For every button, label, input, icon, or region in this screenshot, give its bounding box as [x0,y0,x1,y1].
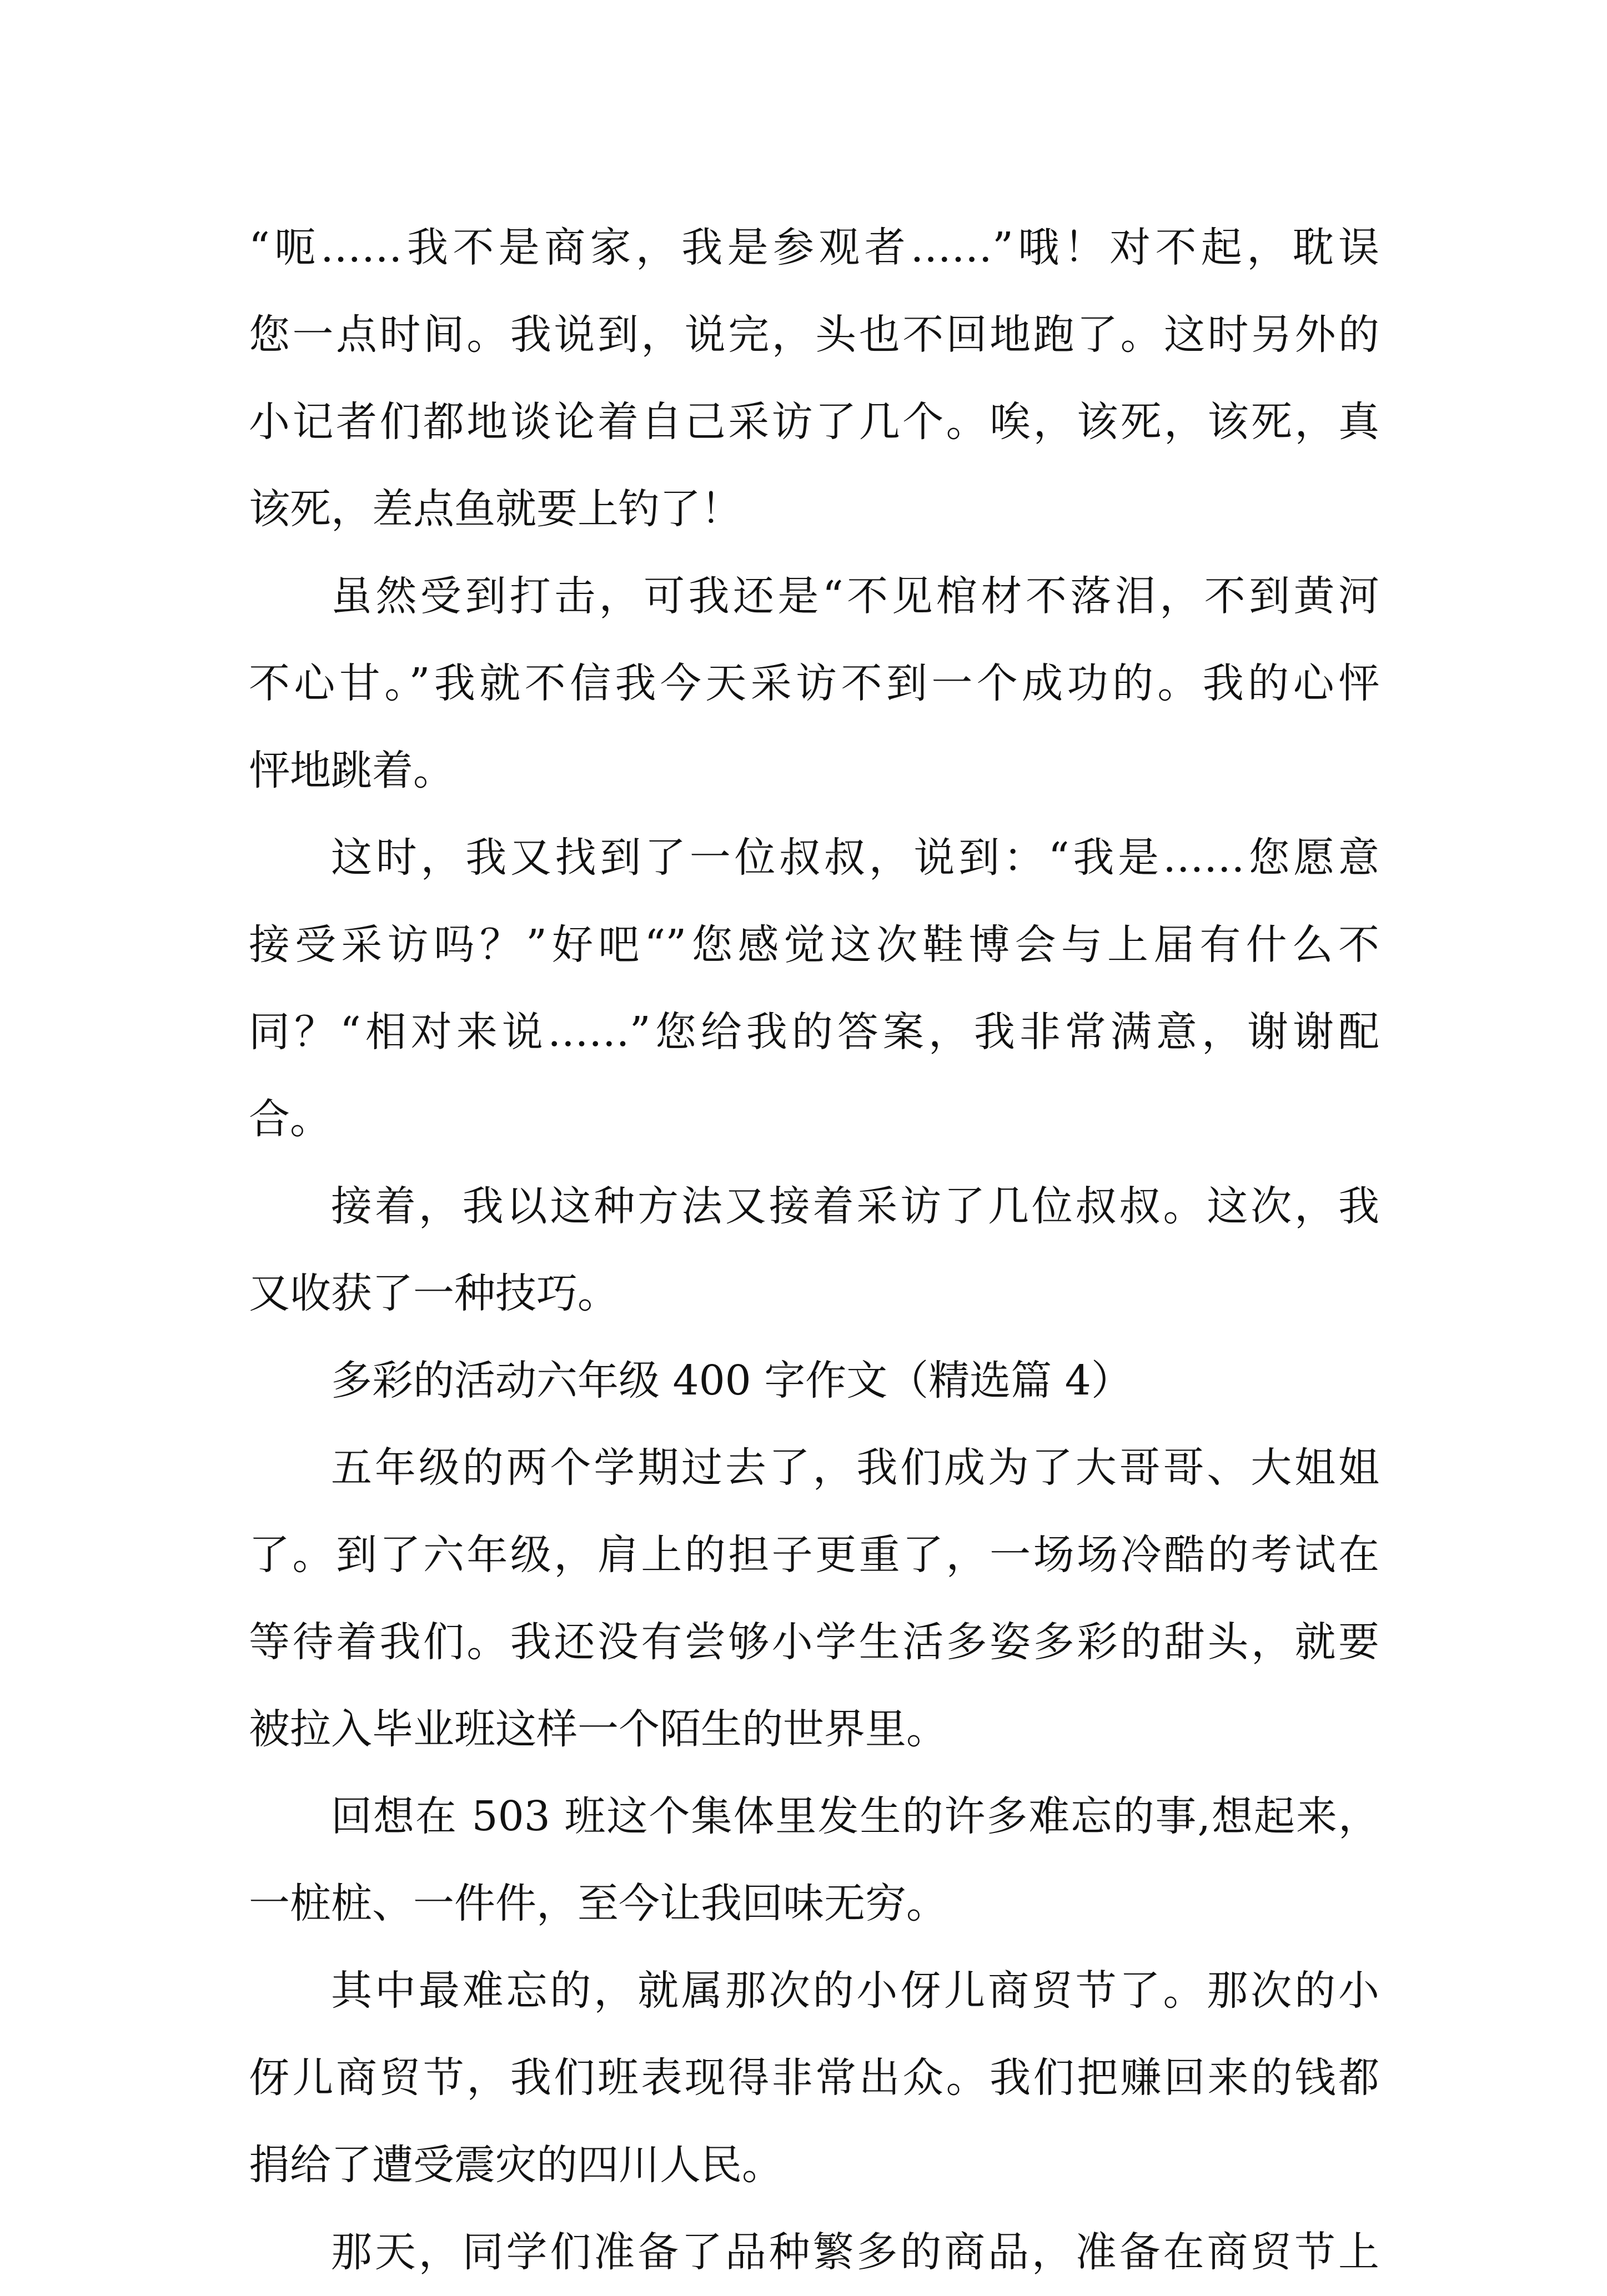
text-line: 回想在 503 班这个集体里发生的许多难忘的事,想起来， [331,1793,1379,1840]
text-line: 虽然受到打击，可我还是“不见棺材不落泪，不到黄河 [331,572,1379,620]
text-line: 该死，差点鱼就要上钓了！ [249,485,742,533]
paragraph [249,553,1379,814]
paragraph [249,1163,1379,1337]
text-line: 同？“相对来说……”您给我的答案，我非常满意，谢谢配 [249,1008,1379,1056]
paragraph [249,1424,1379,1773]
paragraph [249,204,1379,553]
paragraph [249,1947,1379,2209]
document-body [249,204,1379,2296]
text-line: 其中最难忘的，就属那次的小伢儿商贸节了。那次的小 [331,1967,1379,2015]
text-line: 那天，同学们准备了品种繁多的商品，准备在商贸节上 [331,2228,1379,2276]
section-heading [249,1337,1379,1424]
paragraph [249,2209,1379,2296]
text-line: 合。 [249,1095,331,1143]
text-line: 这时，我又找到了一位叔叔，说到：“我是……您愿意 [331,834,1379,882]
text-line: 被拉入毕业班这样一个陌生的世界里。 [249,1705,947,1753]
text-line: 又收获了一种技巧。 [249,1270,619,1317]
text-line: 您一点时间。我说到，说完，头也不回地跑了。这时另外的 [249,311,1379,359]
text-line: 多彩的活动六年级 400 字作文（精选篇 4） [331,1357,1132,1404]
text-line: 小记者们都地谈论着自己采访了几个。唉，该死，该死，真 [249,398,1379,446]
text-line: 不心甘。”我就不信我今天采访不到一个成功的。我的心怦 [249,659,1379,707]
text-line: 怦地跳着。 [249,747,454,794]
text-line: 一桩桩、一件件，至今让我回味无穷。 [249,1880,947,1927]
text-line: 了。到了六年级，肩上的担子更重了，一场场冷酷的考试在 [249,1531,1379,1579]
paragraph [249,1773,1379,1947]
text-line: “呃……我不是商家，我是参观者……”哦！对不起，耽误 [249,224,1379,271]
text-line: 捐给了遭受震灾的四川人民。 [249,2141,783,2189]
text-line: 接着，我以这种方法又接着采访了几位叔叔。这次，我 [331,1182,1379,1230]
text-line: 接受采访吗？”好吧“”您感觉这次鞋博会与上届有什么不 [249,921,1379,969]
text-line: 等待着我们。我还没有尝够小学生活多姿多彩的甜头，就要 [249,1618,1379,1666]
text-line: 五年级的两个学期过去了，我们成为了大哥哥、大姐姐 [331,1444,1379,1492]
text-line: 伢儿商贸节，我们班表现得非常出众。我们把赚回来的钱都 [249,2054,1379,2102]
paragraph [249,814,1379,1163]
